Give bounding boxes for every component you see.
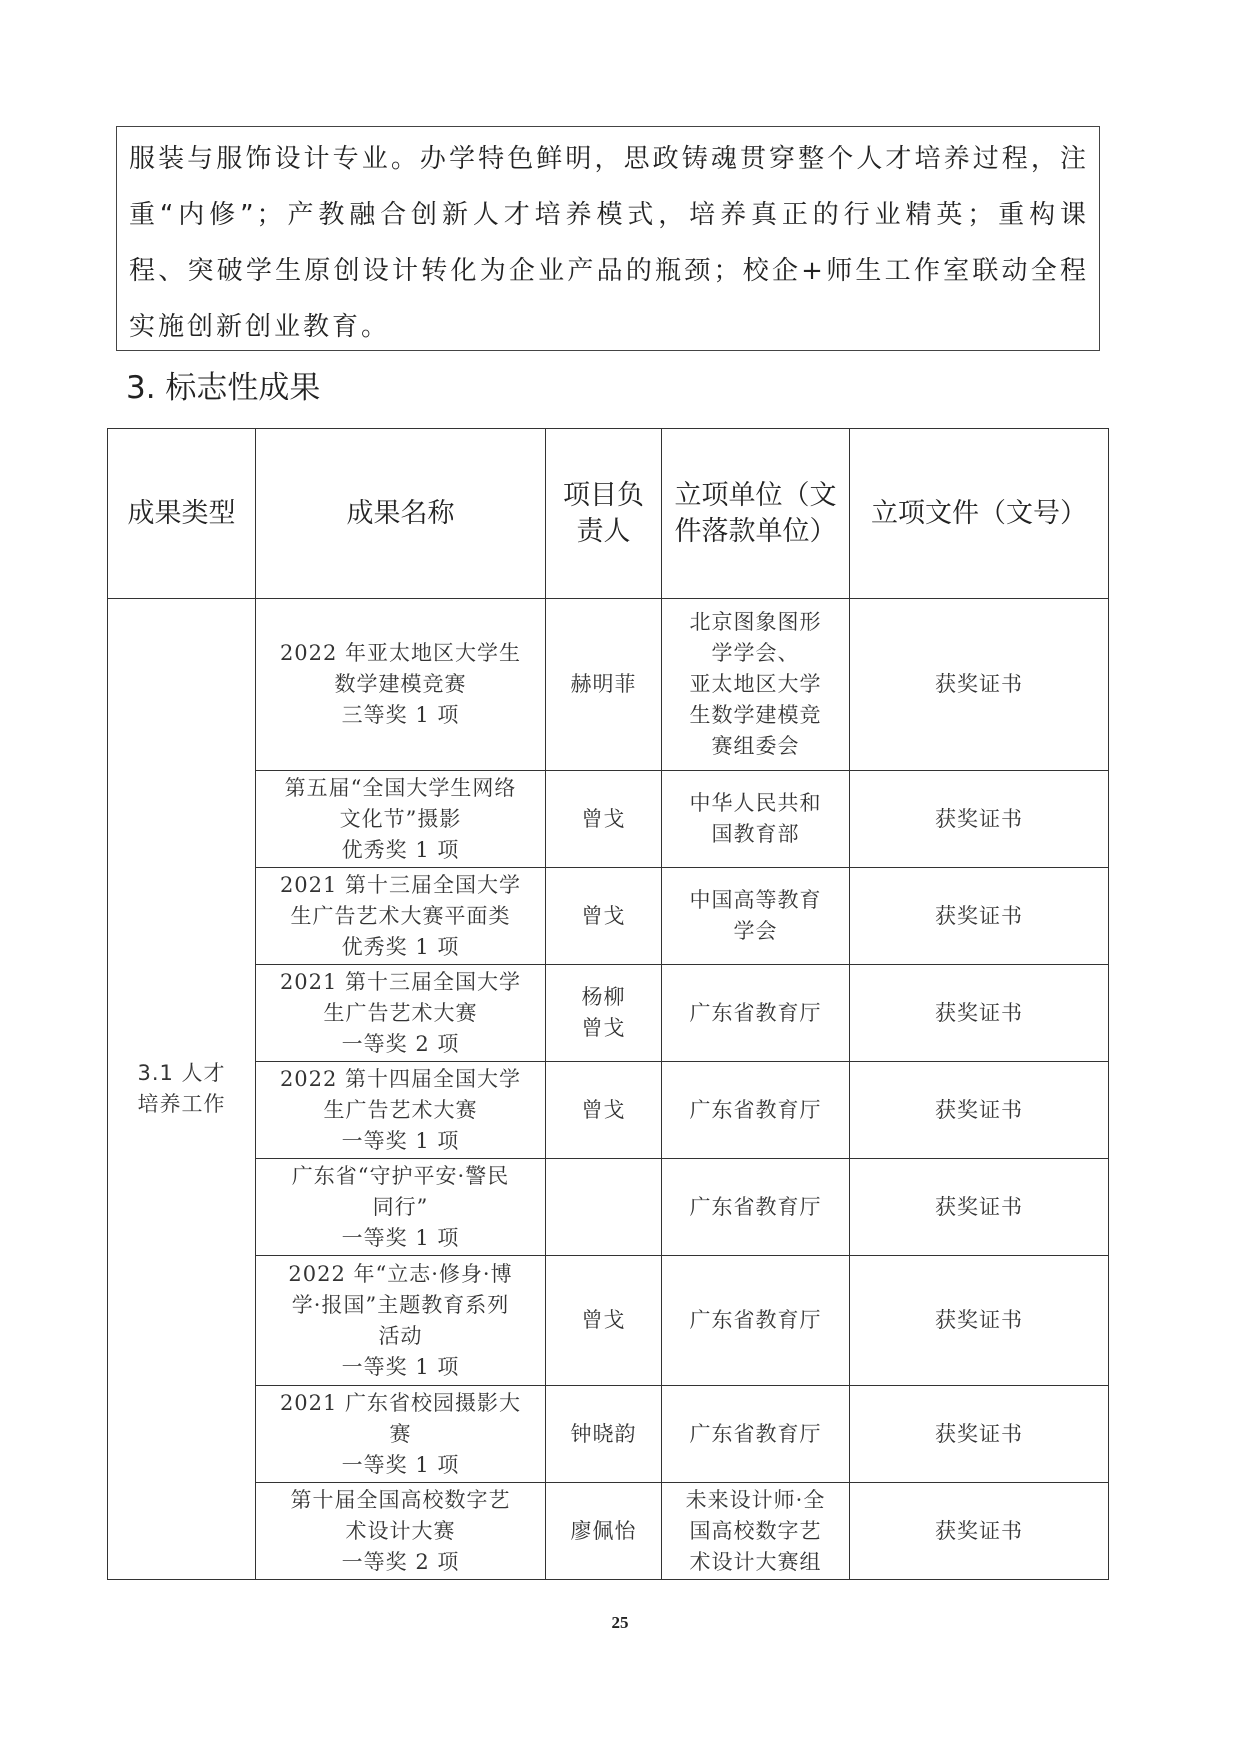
unit-cell: 广东省教育厅 — [662, 1386, 850, 1483]
unit-cell: 北京图象图形 学学会、 亚太地区大学 生数学建模竞 赛组委会 — [662, 599, 850, 771]
leader-cell — [546, 1159, 662, 1256]
document-cell: 获奖证书 — [850, 1483, 1109, 1580]
unit-cell: 未来设计师·全 国高校数字艺 术设计大赛组 — [662, 1483, 850, 1580]
document-cell: 获奖证书 — [850, 1062, 1109, 1159]
result-name-cell: 2022 年亚太地区大学生 数学建模竞赛 三等奖 1 项 — [256, 599, 546, 771]
leader-cell: 廖佩怡 — [546, 1483, 662, 1580]
leader-cell: 曾戈 — [546, 771, 662, 868]
unit-cell: 广东省教育厅 — [662, 1256, 850, 1386]
intro-text-box — [116, 126, 1100, 351]
document-cell: 获奖证书 — [850, 868, 1109, 965]
table-row — [108, 1159, 1109, 1256]
leader-cell: 曾戈 — [546, 1062, 662, 1159]
result-name-cell: 2021 第十三届全国大学 生广告艺术大赛平面类 优秀奖 1 项 — [256, 868, 546, 965]
unit-cell: 中国高等教育 学会 — [662, 868, 850, 965]
result-name-cell: 广东省“守护平安·警民 同行” 一等奖 1 项 — [256, 1159, 546, 1256]
table-row — [108, 868, 1109, 965]
page-number: 25 — [611, 1613, 629, 1632]
result-name-cell: 2022 年“立志·修身·博 学·报国”主题教育系列 活动 一等奖 1 项 — [256, 1256, 546, 1386]
leader-cell: 杨柳 曾戈 — [546, 965, 662, 1062]
header-name: 成果名称 — [256, 429, 546, 599]
document-cell: 获奖证书 — [850, 599, 1109, 771]
header-leader: 项目负 责人 — [546, 429, 662, 599]
table-row — [108, 965, 1109, 1062]
leader-cell: 钟晓韵 — [546, 1386, 662, 1483]
result-name-cell: 第十届全国高校数字艺 术设计大赛 一等奖 2 项 — [256, 1483, 546, 1580]
category-cell: 3.1 人才 培养工作 — [108, 599, 256, 1580]
unit-cell: 广东省教育厅 — [662, 1159, 850, 1256]
unit-cell: 广东省教育厅 — [662, 1062, 850, 1159]
header-document: 立项文件（文号） — [850, 429, 1109, 599]
table-row — [108, 1386, 1109, 1483]
unit-cell: 广东省教育厅 — [662, 965, 850, 1062]
table-row — [108, 599, 1109, 771]
table-row — [108, 1062, 1109, 1159]
document-cell: 获奖证书 — [850, 1386, 1109, 1483]
document-cell: 获奖证书 — [850, 1159, 1109, 1256]
results-table — [107, 428, 1109, 1580]
intro-paragraph: 服装与服饰设计专业。办学特色鲜明，思政铸魂贯穿整个人才培养过程，注重“内修”；产教融合创新人才培养模式，培养真正的行业精英；重构课程、突破学生原创设计转化为企业产品的瓶颈；校企+师生工作室联动全程实施创新创业教育。 — [129, 144, 1089, 342]
leader-cell: 曾戈 — [546, 868, 662, 965]
result-name-cell: 2021 第十三届全国大学 生广告艺术大赛 一等奖 2 项 — [256, 965, 546, 1062]
table-header-row — [108, 429, 1109, 599]
document-cell: 获奖证书 — [850, 1256, 1109, 1386]
section-heading: 3. 标志性成果 — [126, 370, 321, 406]
result-name-cell: 2022 第十四届全国大学 生广告艺术大赛 一等奖 1 项 — [256, 1062, 546, 1159]
leader-cell: 曾戈 — [546, 1256, 662, 1386]
header-unit: 立项单位（文 件落款单位） — [662, 429, 850, 599]
header-category: 成果类型 — [108, 429, 256, 599]
unit-cell: 中华人民共和 国教育部 — [662, 771, 850, 868]
leader-cell: 赫明菲 — [546, 599, 662, 771]
result-name-cell: 第五届“全国大学生网络 文化节”摄影 优秀奖 1 项 — [256, 771, 546, 868]
document-cell: 获奖证书 — [850, 965, 1109, 1062]
table-row — [108, 1483, 1109, 1580]
table-row — [108, 1256, 1109, 1386]
document-cell: 获奖证书 — [850, 771, 1109, 868]
result-name-cell: 2021 广东省校园摄影大 赛 一等奖 1 项 — [256, 1386, 546, 1483]
table-row — [108, 771, 1109, 868]
